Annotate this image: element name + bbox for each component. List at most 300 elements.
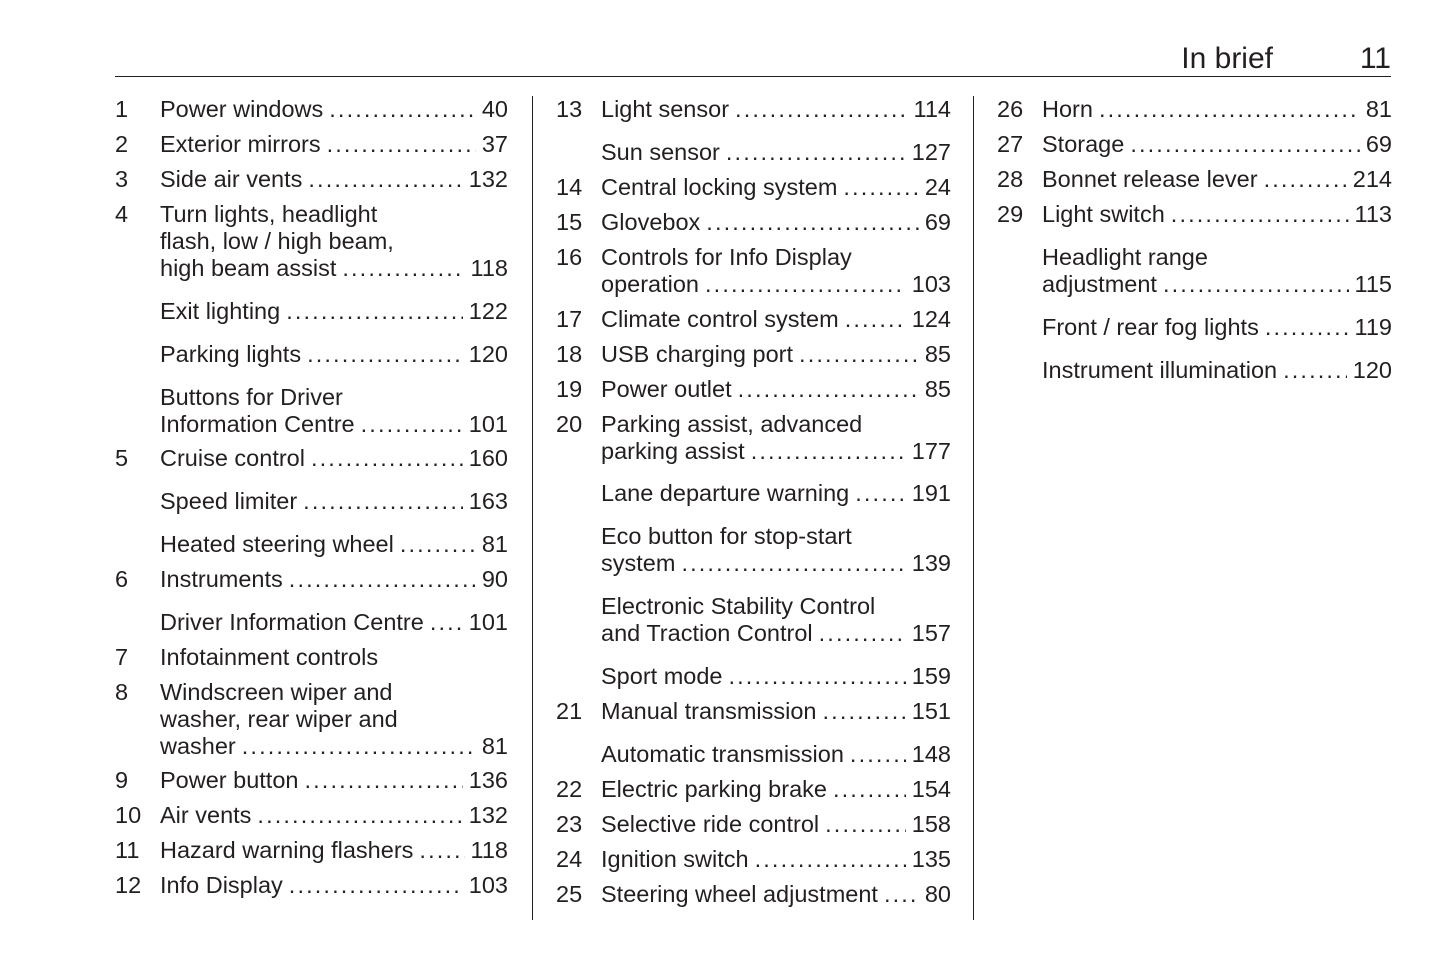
- entry-last-line: [1042, 166, 1392, 193]
- entry-last-line: [601, 741, 951, 768]
- entry-label: Power button: [160, 767, 299, 793]
- entry-label: Manual transmission: [601, 698, 817, 724]
- index-entry[interactable]: [556, 698, 951, 725]
- entry-last-line: [160, 341, 508, 368]
- entry-line: Controls for Info Display: [601, 244, 852, 270]
- entry-number: 28: [997, 166, 1024, 192]
- page-reference[interactable]: 69: [924, 209, 951, 235]
- entry-text: [601, 881, 951, 908]
- page-reference[interactable]: 177: [911, 438, 951, 464]
- entry-last-line: [160, 566, 508, 593]
- page-reference[interactable]: 120: [468, 341, 508, 367]
- entry-text: [160, 445, 508, 472]
- entry-number: 10: [115, 802, 142, 828]
- entry-last-line: [601, 271, 951, 298]
- entry-label: Selective ride control: [601, 811, 820, 837]
- page-reference[interactable]: 85: [924, 376, 951, 402]
- entry-number: 3: [115, 166, 129, 192]
- entry-label: Instrument illumination: [1042, 357, 1278, 383]
- entry-number: 18: [556, 341, 583, 367]
- entry-label: Air vents: [160, 802, 252, 828]
- entry-line: Parking assist, advanced: [601, 411, 863, 437]
- index-entry[interactable]: [115, 679, 508, 760]
- leader-dots: [342, 255, 464, 282]
- entry-last-line: [160, 445, 508, 472]
- leader-dots: [855, 480, 906, 507]
- entry-text: [1042, 314, 1392, 341]
- entry-label: Automatic transmission: [601, 741, 844, 767]
- entry-text: [601, 741, 951, 768]
- entry-text: [1042, 131, 1392, 158]
- leader-dots: [1163, 271, 1349, 298]
- entry-label: Front / rear fog lights: [1042, 314, 1259, 340]
- leader-dots: [419, 837, 464, 864]
- entry-last-line: [1042, 201, 1392, 228]
- page-reference[interactable]: 115: [1354, 271, 1392, 297]
- entry-text: [601, 480, 951, 507]
- entry-last-line: [1042, 96, 1392, 123]
- entry-last-line: [601, 698, 951, 725]
- leader-dots: [1265, 314, 1349, 341]
- entry-label: Cruise control: [160, 445, 305, 471]
- entry-text: [601, 846, 951, 873]
- index-entry[interactable]: [556, 741, 951, 768]
- entry-text: [601, 341, 951, 368]
- page-reference[interactable]: 103: [468, 872, 508, 898]
- page-reference[interactable]: 90: [481, 566, 508, 592]
- entry-last-line: [160, 531, 508, 558]
- entry-number: 16: [556, 244, 583, 270]
- index-column-1: [115, 96, 508, 920]
- entry-label: Heated steering wheel: [160, 531, 394, 557]
- index-entry[interactable]: [115, 609, 508, 636]
- entry-number: 12: [115, 872, 142, 898]
- entry-number: 7: [115, 644, 129, 670]
- entry-text: [601, 139, 951, 166]
- page-reference[interactable]: 81: [481, 733, 508, 759]
- leader-dots: [311, 445, 463, 472]
- leader-dots: [1099, 96, 1360, 123]
- page-reference[interactable]: 191: [911, 480, 951, 506]
- entry-text: [160, 679, 508, 760]
- page-reference[interactable]: 135: [911, 846, 951, 872]
- index-entry[interactable]: [115, 298, 508, 325]
- leader-dots: [884, 881, 919, 908]
- entry-text: [1042, 244, 1392, 298]
- entry-text: [601, 174, 951, 201]
- index-entry[interactable]: [556, 306, 951, 333]
- entry-label: Instruments: [160, 566, 283, 592]
- entry-number: 11: [115, 837, 140, 863]
- entry-last-line: [1042, 271, 1392, 298]
- entry-number: 21: [556, 698, 583, 724]
- entry-number: 13: [556, 96, 583, 122]
- leader-dots: [728, 663, 905, 690]
- page-reference[interactable]: 80: [924, 881, 951, 907]
- entry-number: 8: [115, 679, 129, 705]
- index-entry[interactable]: [556, 663, 951, 690]
- entry-last-line: [160, 609, 508, 636]
- entry-last-line: [160, 733, 508, 760]
- page-reference[interactable]: 40: [481, 96, 508, 122]
- entry-line: Buttons for Driver: [160, 384, 343, 410]
- entry-last-line: [601, 550, 951, 577]
- entry-label: Horn: [1042, 96, 1093, 122]
- entry-text: [601, 523, 951, 577]
- entry-text: [601, 376, 951, 403]
- entry-number: 19: [556, 376, 583, 402]
- index-entry[interactable]: [115, 166, 508, 193]
- leader-dots: [833, 776, 906, 803]
- entry-label: Climate control system: [601, 306, 839, 332]
- entry-line: flash, low / high beam,: [160, 228, 394, 254]
- entry-last-line: [601, 480, 951, 507]
- page-reference[interactable]: 81: [481, 531, 508, 557]
- page-header: [115, 40, 1391, 77]
- index-entry[interactable]: [115, 201, 508, 282]
- entry-last-line: [601, 663, 951, 690]
- index-column-3: [973, 96, 1392, 920]
- entry-text: [160, 166, 508, 193]
- leader-dots: [1264, 166, 1347, 193]
- index-entry[interactable]: [997, 131, 1392, 158]
- entry-text: [160, 802, 508, 829]
- entry-label: Parking lights: [160, 341, 302, 367]
- leader-dots: [843, 174, 918, 201]
- entry-text: [160, 566, 508, 593]
- page-reference[interactable]: 119: [1354, 314, 1392, 340]
- index-entry[interactable]: [115, 767, 508, 794]
- index-entry[interactable]: [556, 96, 951, 123]
- entry-last-line: [601, 811, 951, 838]
- leader-dots: [706, 209, 919, 236]
- entry-last-line: [160, 644, 508, 671]
- section-title: In brief: [1181, 42, 1273, 75]
- page-reference[interactable]: 157: [911, 620, 951, 646]
- leader-dots: [850, 741, 906, 768]
- page-reference[interactable]: 24: [924, 174, 951, 200]
- entry-last-line: [601, 174, 951, 201]
- leader-dots: [242, 733, 476, 760]
- page-reference[interactable]: 85: [924, 341, 951, 367]
- page-reference[interactable]: 163: [468, 488, 508, 514]
- entry-text: [160, 298, 508, 325]
- entry-number: 15: [556, 209, 583, 235]
- page-number: 11: [1359, 42, 1391, 75]
- leader-dots: [705, 271, 906, 298]
- page-reference[interactable]: 120: [1352, 357, 1392, 383]
- leader-dots: [257, 802, 462, 829]
- entry-last-line: [160, 767, 508, 794]
- leader-dots: [755, 846, 906, 873]
- leader-dots: [1283, 357, 1347, 384]
- page-reference[interactable]: 127: [911, 139, 951, 165]
- index-entry[interactable]: [556, 174, 951, 201]
- index-entry[interactable]: [556, 411, 951, 465]
- entry-last-line: [160, 802, 508, 829]
- entry-text: [601, 593, 951, 647]
- leader-dots: [329, 96, 476, 123]
- entry-text: [160, 131, 508, 158]
- entry-text: [601, 776, 951, 803]
- index-entry[interactable]: [115, 384, 508, 438]
- entry-number: 14: [556, 174, 583, 200]
- leader-dots: [738, 376, 919, 403]
- entry-text: [160, 488, 508, 515]
- index-entry[interactable]: [115, 837, 508, 864]
- entry-text: [160, 384, 508, 438]
- leader-dots: [286, 298, 463, 325]
- entry-last-line: [601, 846, 951, 873]
- entry-number: 22: [556, 776, 583, 802]
- entry-last-line: [160, 411, 508, 438]
- entry-last-line: [601, 438, 951, 465]
- entry-last-line: [601, 306, 951, 333]
- entry-label: Lane departure warning: [601, 480, 850, 506]
- entry-label: Driver Information Centre: [160, 609, 424, 635]
- page-reference[interactable]: 159: [911, 663, 951, 689]
- index-entry[interactable]: [556, 523, 951, 577]
- page-reference[interactable]: 132: [468, 166, 508, 192]
- index-entry[interactable]: [556, 209, 951, 236]
- page-reference[interactable]: 101: [468, 609, 508, 635]
- index-column-2: [532, 96, 951, 920]
- entry-last-line: [601, 881, 951, 908]
- page-reference[interactable]: 214: [1352, 166, 1392, 192]
- leader-dots: [400, 531, 476, 558]
- index-entry[interactable]: [115, 488, 508, 515]
- entry-label: Central locking system: [601, 174, 838, 200]
- entry-last-line: [160, 131, 508, 158]
- entry-number: 20: [556, 411, 583, 437]
- index-entry[interactable]: [997, 357, 1392, 384]
- leader-dots: [845, 306, 906, 333]
- entry-label: system: [601, 550, 676, 576]
- entry-label: Exit lighting: [160, 298, 281, 324]
- index-entry[interactable]: [115, 341, 508, 368]
- entry-last-line: [1042, 131, 1392, 158]
- index-entry[interactable]: [115, 445, 508, 472]
- entry-line: washer, rear wiper and: [160, 706, 398, 732]
- entry-line: Headlight range: [1042, 244, 1208, 270]
- entry-label: Storage: [1042, 131, 1125, 157]
- entry-label: Ignition switch: [601, 846, 749, 872]
- entry-text: [601, 811, 951, 838]
- page-reference[interactable]: 113: [1354, 201, 1392, 227]
- page-reference[interactable]: 103: [911, 271, 951, 297]
- page-reference[interactable]: 81: [1365, 96, 1392, 122]
- index-entry[interactable]: [115, 802, 508, 829]
- entry-number: 27: [997, 131, 1024, 157]
- page-reference[interactable]: 160: [468, 445, 508, 471]
- entry-number: 23: [556, 811, 583, 837]
- index-entry[interactable]: [556, 341, 951, 368]
- entry-last-line: [160, 166, 508, 193]
- entry-number: 9: [115, 767, 129, 793]
- entry-label: operation: [601, 271, 699, 297]
- page-reference[interactable]: 151: [911, 698, 951, 724]
- page-reference[interactable]: 122: [468, 298, 508, 324]
- entry-number: 26: [997, 96, 1024, 122]
- index-entry[interactable]: [115, 644, 508, 671]
- entry-line: Turn lights, headlight: [160, 201, 378, 227]
- entry-label: Hazard warning flashers: [160, 837, 414, 863]
- leader-dots: [681, 550, 905, 577]
- entry-text: [601, 209, 951, 236]
- entry-label: parking assist: [601, 438, 745, 464]
- entry-text: [601, 411, 951, 465]
- entry-text: [601, 698, 951, 725]
- entry-text: [160, 96, 508, 123]
- page-reference[interactable]: 124: [911, 306, 951, 332]
- entry-text: [1042, 201, 1392, 228]
- index-entry[interactable]: [115, 531, 508, 558]
- leader-dots: [1130, 131, 1360, 158]
- entry-number: 25: [556, 881, 583, 907]
- leader-dots: [430, 609, 463, 636]
- entry-label: Glovebox: [601, 209, 701, 235]
- page-reference[interactable]: 114: [913, 96, 951, 122]
- leader-dots: [289, 872, 463, 899]
- entry-last-line: [601, 139, 951, 166]
- index-entry[interactable]: [556, 811, 951, 838]
- index-entry[interactable]: [556, 139, 951, 166]
- page-reference[interactable]: 139: [911, 550, 951, 576]
- leader-dots: [726, 139, 906, 166]
- page-reference[interactable]: 132: [468, 802, 508, 828]
- index-entry[interactable]: [556, 776, 951, 803]
- index-entry[interactable]: [115, 566, 508, 593]
- index-entry[interactable]: [997, 244, 1392, 298]
- leader-dots: [361, 411, 463, 438]
- index-entry[interactable]: [556, 593, 951, 647]
- entry-label: adjustment: [1042, 271, 1157, 297]
- entry-label: Bonnet release lever: [1042, 166, 1258, 192]
- leader-dots: [307, 341, 463, 368]
- entry-number: 1: [115, 96, 129, 122]
- index-entry[interactable]: [556, 881, 951, 908]
- index-entry[interactable]: [115, 872, 508, 899]
- page-reference[interactable]: 158: [911, 811, 951, 837]
- index-entry[interactable]: [556, 376, 951, 403]
- page-reference[interactable]: 136: [468, 767, 508, 793]
- entry-last-line: [601, 620, 951, 647]
- entry-label: Information Centre: [160, 411, 355, 437]
- entry-last-line: [1042, 357, 1392, 384]
- entry-text: [1042, 357, 1392, 384]
- leader-dots: [823, 698, 906, 725]
- entry-text: [160, 341, 508, 368]
- leader-dots: [819, 620, 906, 647]
- entry-label: Infotainment controls: [160, 644, 379, 670]
- index-entry[interactable]: [556, 480, 951, 507]
- entry-label: washer: [160, 733, 236, 759]
- entry-last-line: [160, 837, 508, 864]
- entry-label: Light sensor: [601, 96, 730, 122]
- entry-text: [160, 531, 508, 558]
- entry-text: [160, 837, 508, 864]
- leader-dots: [289, 566, 476, 593]
- entry-text: [160, 872, 508, 899]
- entry-text: [1042, 96, 1392, 123]
- index-entry[interactable]: [997, 314, 1392, 341]
- entry-text: [160, 201, 508, 282]
- entry-number: 24: [556, 846, 583, 872]
- entry-text: [160, 609, 508, 636]
- index-entry[interactable]: [997, 201, 1392, 228]
- entry-label: high beam assist: [160, 255, 337, 281]
- page-reference[interactable]: 148: [911, 741, 951, 767]
- entry-text: [601, 306, 951, 333]
- page-reference[interactable]: 154: [911, 776, 951, 802]
- entry-number: 17: [556, 306, 583, 332]
- entry-text: [160, 644, 508, 671]
- entry-label: Power outlet: [601, 376, 732, 402]
- leader-dots: [303, 488, 463, 515]
- page-reference[interactable]: 101: [468, 411, 508, 437]
- index-entry[interactable]: [115, 96, 508, 123]
- entry-label: Info Display: [160, 872, 283, 898]
- entry-label: Power windows: [160, 96, 324, 122]
- entry-label: Sun sensor: [601, 139, 720, 165]
- entry-line: Windscreen wiper and: [160, 679, 393, 705]
- leader-dots: [751, 438, 906, 465]
- entry-label: Light switch: [1042, 201, 1165, 227]
- index-entry[interactable]: [997, 96, 1392, 123]
- entry-number: 6: [115, 566, 129, 592]
- entry-label: Exterior mirrors: [160, 131, 321, 157]
- entry-last-line: [601, 96, 951, 123]
- entry-number: 2: [115, 131, 129, 157]
- leader-dots: [327, 131, 476, 158]
- index-entry[interactable]: [556, 846, 951, 873]
- index-entry[interactable]: [115, 131, 508, 158]
- entry-text: [1042, 166, 1392, 193]
- page-reference[interactable]: 118: [470, 255, 508, 281]
- leader-dots: [304, 767, 462, 794]
- leader-dots: [308, 166, 462, 193]
- entry-line: Electronic Stability Control: [601, 593, 876, 619]
- index-entry[interactable]: [556, 244, 951, 298]
- page-reference[interactable]: 118: [470, 837, 508, 863]
- entry-text: [601, 663, 951, 690]
- page-reference[interactable]: 37: [481, 131, 508, 157]
- entry-last-line: [160, 298, 508, 325]
- entry-last-line: [160, 872, 508, 899]
- entry-number: 29: [997, 201, 1024, 227]
- entry-text: [601, 96, 951, 123]
- entry-label: Steering wheel adjustment: [601, 881, 878, 907]
- entry-last-line: [601, 376, 951, 403]
- entry-label: and Traction Control: [601, 620, 813, 646]
- entry-last-line: [1042, 314, 1392, 341]
- leader-dots: [1171, 201, 1349, 228]
- entry-last-line: [160, 488, 508, 515]
- entry-last-line: [601, 341, 951, 368]
- entry-number: 5: [115, 445, 129, 471]
- entry-label: USB charging port: [601, 341, 794, 367]
- entry-label: Sport mode: [601, 663, 723, 689]
- leader-dots: [735, 96, 908, 123]
- entry-label: Electric parking brake: [601, 776, 827, 802]
- page-reference[interactable]: 69: [1365, 131, 1392, 157]
- index-entry[interactable]: [997, 166, 1392, 193]
- entry-label: Speed limiter: [160, 488, 298, 514]
- entry-last-line: [601, 776, 951, 803]
- entry-line: Eco button for stop-start: [601, 523, 852, 549]
- entry-label: Side air vents: [160, 166, 303, 192]
- entry-last-line: [160, 96, 508, 123]
